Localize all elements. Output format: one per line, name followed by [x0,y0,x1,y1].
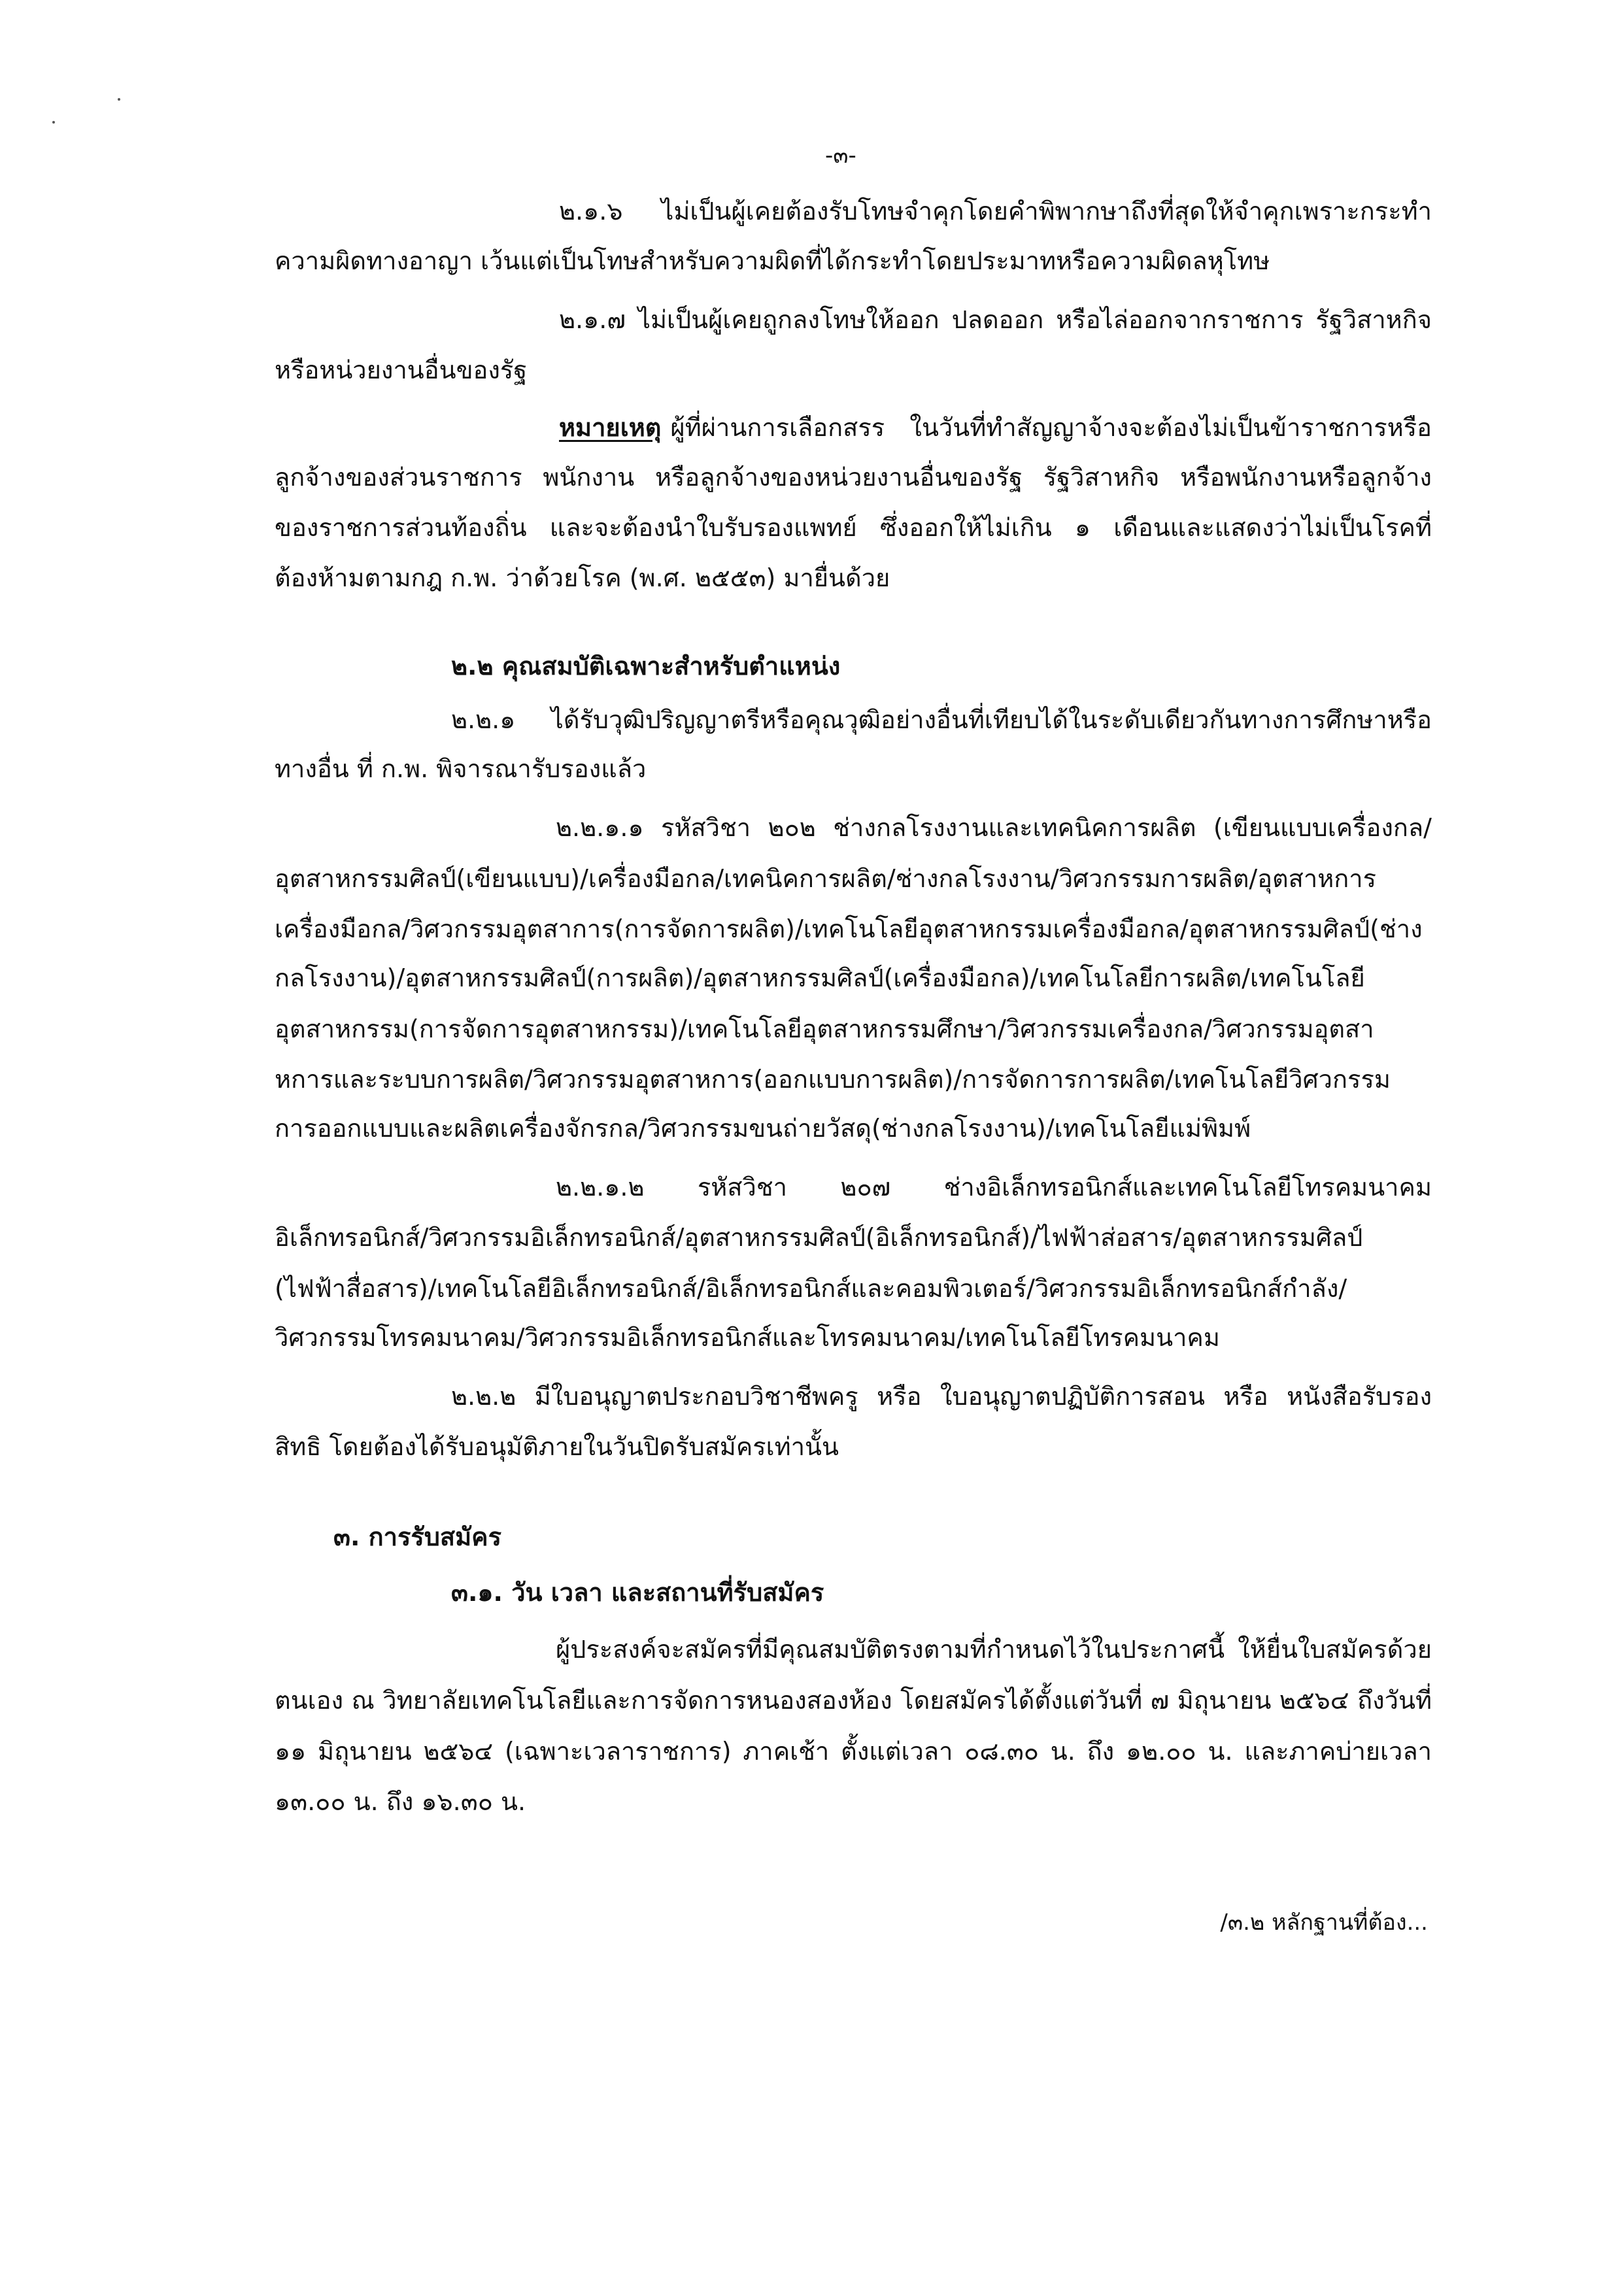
scan-speck [118,98,120,101]
heading-2-2: ๒.๒ คุณสมบัติเฉพาะสำหรับตำแหน่ง [451,652,841,681]
clause-2-2-1-1-line-2: อุตสาหกรรมศิลป์(เขียนแบบ)/เครื่องมือกล/เทคนิคการผลิต/ช่างกลโรงงาน/วิศวกรรมการผลิต/อุตสาหการ [275,864,1377,893]
clause-2-2-1-1-line-7: การออกแบบและผลิตเครื่องจักรกล/วิศวกรรมขนถ่ายวัสดุ(ช่างกลโรงงาน)/เทคโนโลยีแม่พิมพ์ [275,1114,1251,1143]
continuation-note: /๓.๒ หลักฐานที่ต้อง... [1220,1909,1428,1936]
clause-2-2-1-1-line-4: กลโรงงาน)/อุตสาหกรรมศิลป์(การผลิต)/อุตสาหกรรมศิลป์(เครื่องมือกล)/เทคโนโลยีการผลิต/เทคโนโลยี [275,964,1365,992]
application-line-4: ๑๓.๐๐ น. ถึง ๑๖.๓๐ น. [275,1787,526,1816]
clause-2-2-1-1-line-6: หการและระบบการผลิต/วิศวกรรมอุตสาหการ(ออกแบบการผลิต)/การจัดการการผลิต/เทคโนโลยีวิศวกรรม [275,1065,1391,1094]
clause-2-2-1-2-line-3: (ไฟฟ้าสื่อสาร)/เทคโนโลยีอิเล็กทรอนิกส์/อิเล็กทรอนิกส์และคอมพิวเตอร์/วิศวกรรมอิเล็กทรอนิกส์กำลัง/ [275,1274,1347,1303]
scan-speck [52,121,55,124]
clause-2-2-1-1-line-3: เครื่องมือกล/วิศวกรรมอุตสาการ(การจัดการผลิต)/เทคโนโลยีอุตสาหกรรมเครื่องมือกล/อุตสาหกรรมศิลป์(ช่าง [275,915,1423,943]
page-number: -๓- [825,143,856,169]
note-paragraph [559,411,1432,445]
clause-2-2-2-cont: สิทธิ โดยต้องได้รับอนุมัติภายในวันปิดรับสมัครเท่านั้น [275,1432,839,1461]
clause-2-2-1-2-line-4: วิศวกรรมโทรคมนาคม/วิศวกรรมอิเล็กทรอนิกส์และโทรคมนาคม/เทคโนโลยีโทรคมนาคม [275,1323,1220,1352]
application-line-3: ๑๑ มิถุนายน ๒๕๖๔ (เฉพาะเวลาราชการ) ภาคเช้า ตั้งแต่เวลา ๐๘.๓๐ น. ถึง ๑๒.๐๐ น. และภาคบ่ายเวลา [275,1737,1432,1766]
application-line-2: ตนเอง ณ วิทยาลัยเทคโนโลยีและการจัดการหนองสองห้อง โดยสมัครได้ตั้งแต่วันที่ ๗ มิถุนายน ๒๕๖๔ ถึงวันที่ [275,1686,1432,1715]
clause-2-2-2: ๒.๒.๒ มีใบอนุญาตประกอบวิชาชีพครู หรือ ใบอนุญาตปฏิบัติการสอน หรือ หนังสือรับรอง [451,1382,1432,1411]
clause-2-2-1: ๒.๒.๑ ได้รับวุฒิปริญญาตรีหรือคุณวุฒิอย่างอื่นที่เทียบได้ในระดับเดียวกันทางการศึกษาหรือ [451,705,1432,734]
clause-2-2-1-1-line-5: อุตสาหกรรม(การจัดการอุตสาหกรรม)/เทคโนโลยีอุตสาหกรรมศึกษา/วิศวกรรมเครื่องกล/วิศวกรรมอุตสา [275,1015,1374,1043]
clause-2-1-7: ๒.๑.๗ ไม่เป็นผู้เคยถูกลงโทษให้ออก ปลดออก หรือไล่ออกจากราชการ รัฐวิสาหกิจ [559,305,1432,334]
clause-2-1-6: ๒.๑.๖ ไม่เป็นผู้เคยต้องรับโทษจำคุกโดยคำพิพากษาถึงที่สุดให้จำคุกเพราะกระทำ [559,197,1432,226]
heading-3: ๓. การรับสมัคร [333,1523,502,1551]
note-text: ผู้ที่ผ่านการเลือกสรร ในวันที่ทำสัญญาจ้างจะต้องไม่เป็นข้าราชการหรือ [670,413,1432,442]
application-paragraph: ผู้ประสงค์จะสมัครที่มีคุณสมบัติตรงตามที่กำหนดไว้ในประกาศนี้ ให้ยื่นใบสมัครด้วย [556,1635,1432,1664]
clause-2-2-1-2-line-2: อิเล็กทรอนิกส์/วิศวกรรมอิเล็กทรอนิกส์/อุตสาหกรรมศิลป์(อิเล็กทรอนิกส์)/ไฟฟ้าส่อสาร/อุตสาหกรรมศิลป์ [275,1223,1363,1252]
clause-2-1-7-cont: หรือหน่วยงานอื่นของรัฐ [275,356,528,384]
note-label: หมายเหตุ [559,413,662,442]
note-line-4: ต้องห้ามตามกฎ ก.พ. ว่าด้วยโรค (พ.ศ. ๒๕๕๓) มายื่นด้วย [275,564,890,592]
clause-2-2-1-1: ๒.๒.๑.๑ รหัสวิชา ๒๐๒ ช่างกลโรงงานและเทคนิคการผลิต (เขียนแบบเครื่องกล/ [556,813,1432,842]
note-line-3: ของราชการส่วนท้องถิ่น และจะต้องนำใบรับรองแพทย์ ซึ่งออกให้ไม่เกิน ๑ เดือนและแสดงว่าไม่เป็นโรคที่ [275,513,1432,542]
note-line-2: ลูกจ้างของส่วนราชการ พนักงาน หรือลูกจ้างของหน่วยงานอื่นของรัฐ รัฐวิสาหกิจ หรือพนักงานหรือลูกจ้าง [275,463,1432,492]
heading-3-1: ๓.๑. วัน เวลา และสถานที่รับสมัคร [451,1578,824,1607]
clause-2-2-1-cont: ทางอื่น ที่ ก.พ. พิจารณารับรองแล้ว [275,754,647,783]
clause-2-1-6-cont: ความผิดทางอาญา เว้นแต่เป็นโทษสำหรับความผิดที่ได้กระทำโดยประมาทหรือความผิดลหุโทษ [275,246,1270,275]
clause-2-2-1-2: ๒.๒.๑.๒ รหัสวิชา ๒๐๗ ช่างอิเล็กทรอนิกส์และเทคโนโลยีโทรคมนาคม [556,1173,1432,1202]
